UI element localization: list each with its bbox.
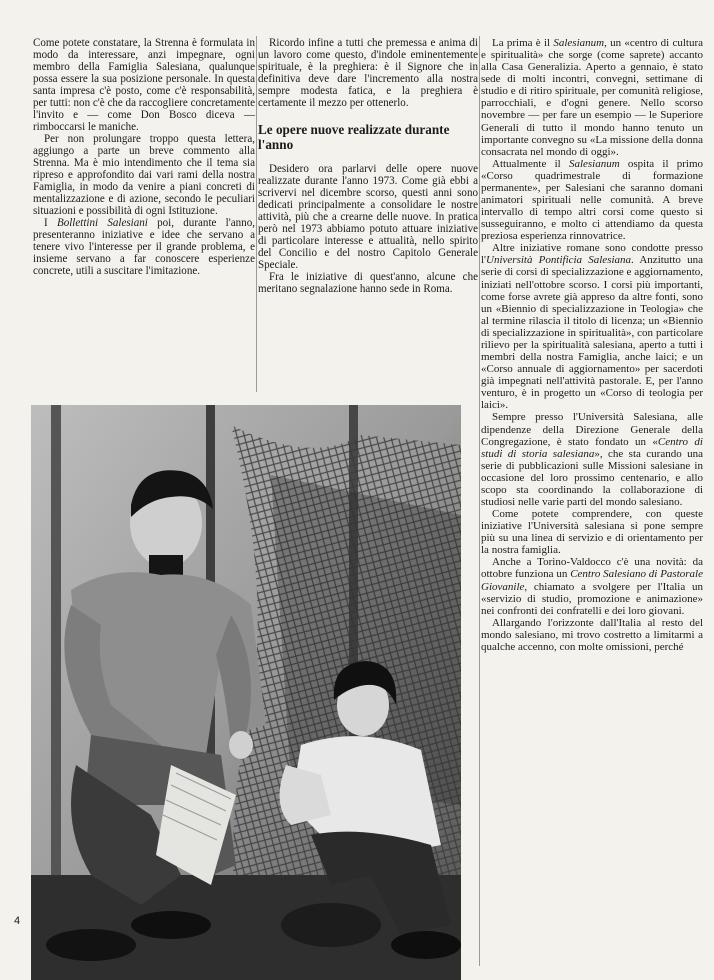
- col1-paragraph-2: Per non prolungare troppo questa lettera, aggiungo a parte un breve commento alla Strenna. Ma è mio intendimento che il tema sia ripreso e approfondito dai vari rami della nostra Famiglia, in modo da venire a piani concreti di mentalizzazione e di azione, secondo le peculiari situazioni e possibilità di ogni Istituzione.: [33, 133, 255, 218]
- col3-p3-a: Altre iniziative romane sono condotte presso l': [481, 242, 703, 267]
- col3-p1-a: La prima è il: [492, 37, 554, 49]
- col3-p6-a: Anche a Torino-Valdocco c'è una novità: da ottobre funziona un: [481, 556, 703, 581]
- col2-intro: Ricordo infine a tutti che premessa e anima di un lavoro come questo, d'indole eminentemente spirituale, è la preghiera: è il Signore che in definitiva deve dare l'incremento alla nostra sempre modesta fatica, e la preghiera è certamente il mezzo per ottenerlo.: [258, 37, 478, 110]
- col1-paragraph-1: Come potete constatare, la Strenna è formulata in modo da interessare, anzi impegnare, ogni membro della Famiglia Salesiana, qualunque possa essere la sua posizione personale. In questa santa impresa c'è posto, come c'è responsabilità, per tutti: non c'è che da raccogliere concretamente l'invito e — come Don Bosco diceva — rimboccarsi le maniche.: [33, 37, 255, 134]
- col1-p3-prefix: I: [44, 217, 57, 230]
- col3-paragraph-1: [481, 37, 703, 158]
- photo-illustration: [31, 405, 461, 980]
- col3-p4-italic: Centro di studi di storia salesiana: [481, 435, 703, 460]
- column-separator-2: [479, 36, 480, 966]
- col3-paragraph-6: [481, 556, 703, 616]
- col3-p1-italic: Salesianum: [553, 37, 605, 49]
- column-separator-1: [256, 36, 257, 392]
- column-2: [258, 37, 478, 295]
- col3-p2-italic: Salesianum: [568, 157, 620, 170]
- col3-paragraph-3: [481, 242, 703, 411]
- photograph: [31, 405, 461, 980]
- column-1: [33, 37, 255, 277]
- column-3: [481, 37, 703, 653]
- col3-paragraph-7: Allargando l'orizzonte dall'Italia al resto del mondo salesiano, mi trovo costretto a limitarmi a qualche accenno, con molte omissioni, perché: [481, 616, 703, 653]
- col3-paragraph-2: [481, 158, 703, 243]
- section-heading: Le opere nuove realizzate durante l'anno: [258, 122, 450, 152]
- col1-paragraph-3: [33, 217, 255, 277]
- col3-p1-b: , un «centro di cultura e spiritualità» che sorge (come saprete) accanto alla Casa Generalizia. Aperto a gennaio, è stato sede di molti incontri, convegni, settimane di studio e di ritiro spirituale, per comunità religiose, parrocchiali, e d'ogni genere. Nello scorso novembre — per fare un esempio — le Superiore Generali di tutto il mondo hanno tenuto un importante convegno su «La missione della donna consacrata nel mondo di oggi».: [481, 37, 703, 158]
- col2-paragraph-2: Fra le iniziative di quest'anno, alcune che meritano segnalazione hanno sede in Roma.: [258, 271, 478, 296]
- bollettini-title: Bollettini Salesiani: [56, 217, 148, 230]
- col3-p4-b: », che sta curando una serie di pubblicazioni sulle Missioni salesiane in occasione del loro prossimo centenario, e allo scopo sta coordinando la collaborazione di studiosi nelle varie parti del mondo salesiano.: [481, 447, 703, 508]
- col3-p6-b: , chiamato a svolgere per l'Italia un «servizio di studio, promozione e animazione» nei confronti dei confratelli e dei loro giovani.: [481, 580, 703, 617]
- page-number: 4: [14, 915, 21, 927]
- col1-p3-rest: poi, durante l'anno, presenteranno iniziative e idee che servano a tenere vivo l'interesse per il grande problema, e insieme servano a far conoscere esperienze concrete, utili a suscitare l'imitazione.: [33, 217, 255, 278]
- col3-p2-b: ospita il primo «Corso quadrimestrale di formazione permanente», per Salesiani che saranno domani animatori spirituali nelle comunità. A breve intervallo di tempo altri corsi come questo si susseguiranno, e molto ci attendiamo da questa preziosa esperienza rinnovatrice.: [481, 157, 704, 243]
- col3-p4-a: Sempre presso l'Università Salesiana, alle dipendenze della Direzione Generale della Congregazione, è stato fondato un «: [481, 411, 703, 448]
- col3-p6-italic: Centro Salesiano di Pastorale Giovanile: [481, 568, 703, 593]
- col3-p3-b: . Anzitutto una serie di corsi di specializzazione e aggiornamento, iniziati nell'ottobre scorso. I corsi più importanti, come forse avrete già appreso da altre fonti, sono un «Biennio di specializzazione in Teologia» che al termine rilascia il titolo di licenza; un «Biennio di specializzazione in spiritualità», con particolare rilievo per la spiritualità salesiana, aperto a tutti i membri della nostra Famiglia, anche laici; e un «Corso annuale di aggiornamento» per sacerdoti già impegnati nell'attività pastorale. E, per l'anno venturo, è in progetto un «Corso di teologia per laici».: [481, 254, 703, 412]
- col2-paragraph-1: Desidero ora parlarvi delle opere nuove realizzate durante l'anno 1973. Come già ebbi a scrivervi nel dicembre scorso, questi anni sono dedicati principalmente a consolidare le nostre attività, più che a crearne delle nuove. In pratica però nel 1973 abbiamo potuto attuare iniziative di particolare interesse e attualità, nello spirito del Concilio e del nostro Capitolo Generale Speciale.: [258, 162, 478, 272]
- col3-p3-italic: Università Pontificia Salesiana: [486, 254, 632, 267]
- col3-p2-a: Attualmente il: [492, 157, 569, 170]
- col3-paragraph-4: [481, 411, 703, 508]
- col3-paragraph-5: Come potete comprendere, con queste iniziative l'Università salesiana si pone sempre più su una linea di servizio e di orientamento per la nostra famiglia.: [481, 508, 703, 557]
